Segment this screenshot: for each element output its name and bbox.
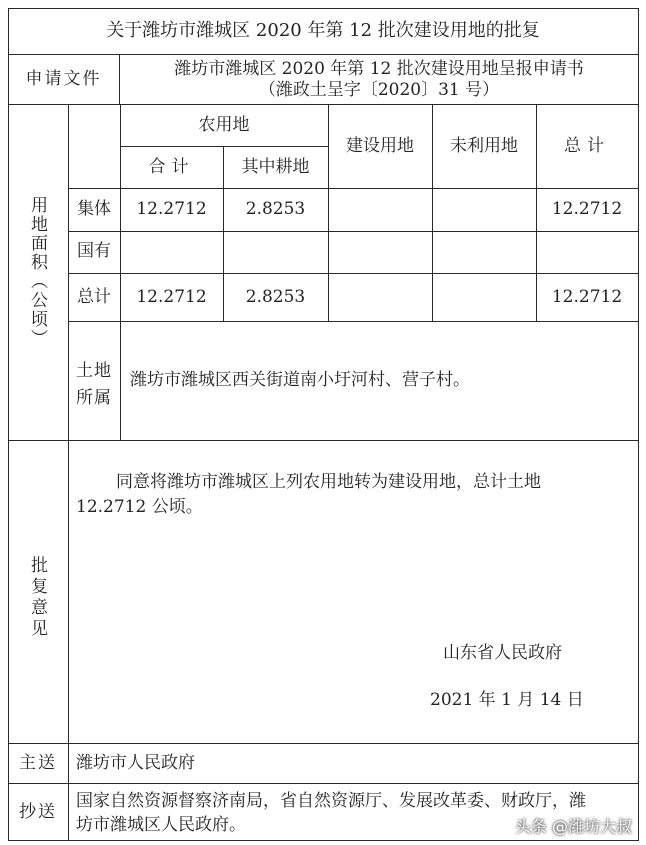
rule-bottom (8, 840, 638, 841)
approval-text-line2: 12.2712 公顷。 (76, 497, 203, 517)
approval-date: 2021 年 1 月 14 日 (430, 690, 584, 710)
cell-farmland: 2.8253 (245, 287, 306, 307)
rule (68, 188, 638, 189)
application-title: 潍坊市潍城区 2020 年第 12 批次建设用地呈报申请书 (174, 59, 584, 79)
rule (120, 104, 121, 440)
approval-label: 批复意见 (27, 556, 47, 640)
header-farmland: 其中耕地 (241, 157, 310, 177)
send-to-value: 潍坊市人民政府 (76, 753, 195, 773)
rule (8, 104, 638, 105)
rule (68, 273, 638, 274)
rule-right (638, 8, 639, 841)
location-label: 土地所属 (76, 361, 112, 408)
rule (8, 54, 638, 55)
header-total: 总计 (564, 136, 610, 156)
row-label-collective: 集体 (77, 199, 111, 219)
header-subtotal: 合计 (148, 157, 195, 177)
watermark: 头条 @潍坊大叔 (514, 817, 632, 836)
rule (68, 104, 69, 440)
rule (68, 231, 638, 232)
cc-line2: 坊市潍城区人民政府。 (76, 815, 246, 835)
approval-text-line1: 同意将潍坊市潍城区上列农用地转为建设用地，总计土地 (116, 472, 541, 492)
document-title: 关于潍坊市潍城区 2020 年第 12 批次建设用地的批复 (106, 20, 540, 41)
rule-left (8, 8, 9, 841)
application-label: 申请文件 (25, 69, 102, 89)
header-agricultural: 农用地 (198, 115, 250, 135)
header-construction: 建设用地 (346, 136, 414, 156)
rule (8, 743, 638, 744)
header-unused: 未利用地 (450, 136, 518, 156)
area-side-label: 用地面积（公顷） (27, 196, 47, 348)
send-to-label: 主送 (19, 753, 57, 773)
rule (432, 104, 433, 321)
cell-total: 12.2712 (551, 287, 623, 307)
application-ref: （潍政土呈字〔2020〕31 号） (258, 80, 500, 100)
cell-subtotal: 12.2712 (136, 287, 207, 307)
row-label-total: 总计 (77, 287, 111, 307)
approval-signer: 山东省人民政府 (443, 643, 562, 663)
cc-label: 抄送 (19, 802, 57, 822)
rule (68, 321, 638, 322)
row-label-state: 国有 (77, 241, 111, 261)
cell-subtotal: 12.2712 (136, 199, 207, 219)
rule (8, 783, 638, 784)
rule (8, 440, 638, 441)
cell-farmland: 2.8253 (245, 199, 306, 219)
rule-top (8, 8, 638, 9)
rule (328, 104, 329, 321)
rule (120, 146, 328, 147)
location-value: 潍坊市潍城区西关街道南小圩河村、营子村。 (130, 370, 470, 390)
cell-total: 12.2712 (551, 199, 623, 219)
rule (68, 440, 69, 840)
cc-line1: 国家自然资源督察济南局，省自然资源厅、发展改革委、财政厅，潍 (76, 791, 586, 811)
